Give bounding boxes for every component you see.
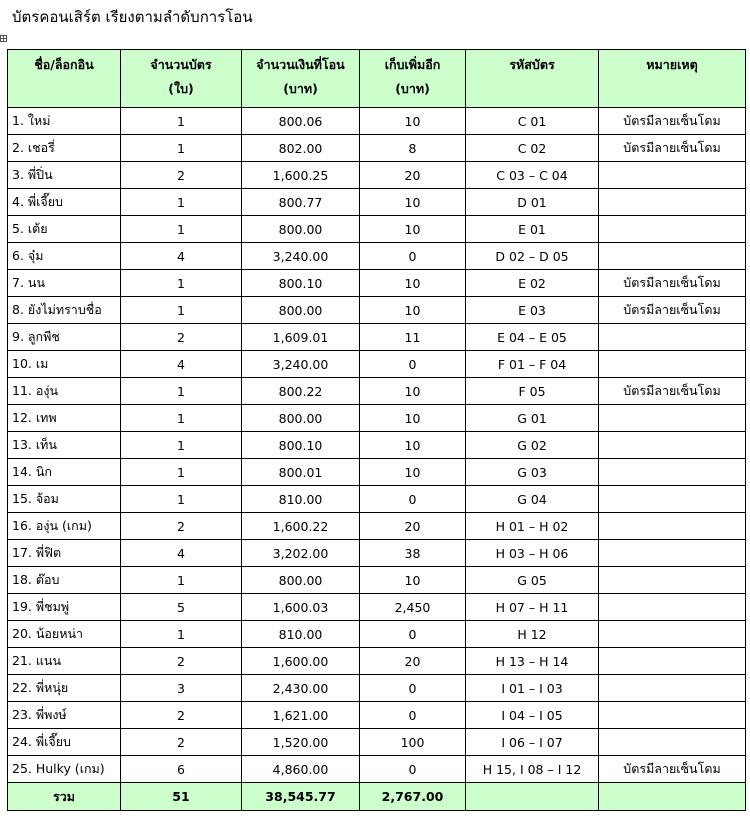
cell-extra: 10 [360,378,466,405]
cell-tickets: 2 [121,162,242,189]
table-row [8,621,746,648]
total-tickets: 51 [121,783,242,811]
cell-amount: 800.01 [242,459,360,486]
table-row [8,108,746,135]
cell-name: 7. นน [8,270,121,297]
cell-code: E 01 [466,216,599,243]
cell-tickets: 2 [121,702,242,729]
table-row [8,216,746,243]
cell-code: G 05 [466,567,599,594]
cell-extra: 20 [360,513,466,540]
cell-name: 1. ใหม่ [8,108,121,135]
cell-tickets: 5 [121,594,242,621]
cell-note [599,540,746,567]
cell-code: C 03 – C 04 [466,162,599,189]
cell-amount: 800.00 [242,297,360,324]
cell-tickets: 4 [121,540,242,567]
table-row [8,324,746,351]
table-row [8,270,746,297]
cell-note [599,702,746,729]
cell-amount: 4,860.00 [242,756,360,783]
total-row [8,783,746,811]
cell-tickets: 1 [121,405,242,432]
table-row [8,648,746,675]
cell-name: 15. จ้อม [8,486,121,513]
header-tickets: จำนวนบัตร (ใบ) [121,50,242,108]
table-row [8,459,746,486]
cell-extra: 10 [360,459,466,486]
cell-name: 17. พี่ฟิต [8,540,121,567]
cell-amount: 3,240.00 [242,243,360,270]
cell-extra: 2,450 [360,594,466,621]
cell-amount: 3,202.00 [242,540,360,567]
cell-code: H 15, I 08 – I 12 [466,756,599,783]
table-row [8,135,746,162]
header-amount: จำนวนเงินที่โอน (บาท) [242,50,360,108]
cell-name: 8. ยังไม่ทราบชื่อ [8,297,121,324]
cell-tickets: 1 [121,270,242,297]
cell-note [599,675,746,702]
cell-extra: 0 [360,351,466,378]
cell-amount: 1,520.00 [242,729,360,756]
cell-code: H 07 – H 11 [466,594,599,621]
cell-amount: 3,240.00 [242,351,360,378]
cell-name: 18. ต๊อบ [8,567,121,594]
cell-code: I 06 – I 07 [466,729,599,756]
cell-code: H 01 – H 02 [466,513,599,540]
cell-amount: 810.00 [242,621,360,648]
table-row [8,243,746,270]
cell-tickets: 1 [121,135,242,162]
cell-name: 21. แนน [8,648,121,675]
cell-tickets: 4 [121,351,242,378]
cell-amount: 800.10 [242,270,360,297]
cell-extra: 10 [360,567,466,594]
cell-code: E 02 [466,270,599,297]
cell-name: 19. พี่ชมพู่ [8,594,121,621]
cell-note [599,243,746,270]
cell-extra: 0 [360,621,466,648]
cell-tickets: 1 [121,108,242,135]
table-row [8,432,746,459]
cell-extra: 10 [360,189,466,216]
cell-name: 10. เม [8,351,121,378]
cell-extra: 10 [360,432,466,459]
table-row [8,702,746,729]
cell-code: G 02 [466,432,599,459]
cell-note [599,729,746,756]
cell-tickets: 2 [121,324,242,351]
cell-amount: 800.22 [242,378,360,405]
table-row [8,486,746,513]
cell-note [599,216,746,243]
total-label: รวม [8,783,121,811]
cell-code: E 04 – E 05 [466,324,599,351]
cell-code: H 13 – H 14 [466,648,599,675]
cell-extra: 10 [360,405,466,432]
table-row [8,297,746,324]
cell-name: 9. ลูกพีช [8,324,121,351]
cell-name: 25. Hulky (เกม) [8,756,121,783]
cell-tickets: 1 [121,189,242,216]
page-title: บัตรคอนเสิร์ต เรียงตามลำดับการโอน [12,8,253,26]
cell-tickets: 1 [121,378,242,405]
cell-amount: 800.10 [242,432,360,459]
cell-note [599,405,746,432]
table-row [8,756,746,783]
cell-name: 12. เทพ [8,405,121,432]
cell-note [599,432,746,459]
cell-tickets: 6 [121,756,242,783]
cell-extra: 11 [360,324,466,351]
table-row [8,729,746,756]
cell-note [599,459,746,486]
total-amount: 38,545.77 [242,783,360,811]
cell-amount: 1,600.00 [242,648,360,675]
cell-extra: 8 [360,135,466,162]
cell-tickets: 2 [121,729,242,756]
table-row [8,567,746,594]
cell-tickets: 2 [121,513,242,540]
cell-amount: 1,600.03 [242,594,360,621]
header-extra: เก็บเพิ่มอีก (บาท) [360,50,466,108]
cell-note [599,648,746,675]
cell-extra: 10 [360,270,466,297]
table-row [8,378,746,405]
cell-amount: 1,609.01 [242,324,360,351]
cell-extra: 100 [360,729,466,756]
cell-code: G 01 [466,405,599,432]
cell-code: C 02 [466,135,599,162]
cell-tickets: 1 [121,297,242,324]
cell-tickets: 1 [121,621,242,648]
cell-amount: 800.00 [242,216,360,243]
cell-note [599,567,746,594]
table-row [8,351,746,378]
cell-code: I 01 – I 03 [466,675,599,702]
cell-note [599,513,746,540]
cell-code: H 12 [466,621,599,648]
cell-note: บัตรมีลายเซ็นโดม [599,270,746,297]
cell-name: 6. จุ๋ม [8,243,121,270]
cell-extra: 10 [360,216,466,243]
cell-note: บัตรมีลายเซ็นโดม [599,108,746,135]
cell-extra: 0 [360,756,466,783]
cell-name: 2. เชอรี่ [8,135,121,162]
cell-note [599,351,746,378]
cell-name: 4. พี่เจี๊ยบ [8,189,121,216]
cell-amount: 1,621.00 [242,702,360,729]
cell-amount: 802.00 [242,135,360,162]
cell-code: D 02 – D 05 [466,243,599,270]
cell-extra: 38 [360,540,466,567]
cell-name: 5. เต้ย [8,216,121,243]
table-body [8,108,746,783]
cell-tickets: 1 [121,432,242,459]
table-row [8,675,746,702]
cell-code: F 05 [466,378,599,405]
cell-note [599,162,746,189]
cell-amount: 800.06 [242,108,360,135]
cell-name: 14. นิก [8,459,121,486]
cell-code: H 03 – H 06 [466,540,599,567]
cell-code: G 04 [466,486,599,513]
cell-code: E 03 [466,297,599,324]
cell-extra: 20 [360,648,466,675]
cell-tickets: 1 [121,459,242,486]
cell-amount: 800.77 [242,189,360,216]
table-row [8,540,746,567]
cell-code: F 01 – F 04 [466,351,599,378]
cell-name: 13. เท็น [8,432,121,459]
cell-amount: 2,430.00 [242,675,360,702]
total-note [599,783,746,811]
total-code [466,783,599,811]
cell-code: C 01 [466,108,599,135]
header-note: หมายเหตุ [599,50,746,108]
cell-note [599,621,746,648]
cell-extra: 0 [360,702,466,729]
table-header-row [8,50,746,108]
cell-amount: 800.00 [242,567,360,594]
cell-name: 23. พี่พงษ์ [8,702,121,729]
cell-code: G 03 [466,459,599,486]
cell-code: D 01 [466,189,599,216]
cell-amount: 1,600.25 [242,162,360,189]
cell-extra: 10 [360,297,466,324]
cell-note: บัตรมีลายเซ็นโดม [599,756,746,783]
ticket-table [7,49,746,811]
cell-tickets: 3 [121,675,242,702]
cell-extra: 20 [360,162,466,189]
cell-name: 22. พี่หนุ่ย [8,675,121,702]
table-row [8,189,746,216]
cell-amount: 800.00 [242,405,360,432]
cell-amount: 810.00 [242,486,360,513]
cell-note: บัตรมีลายเซ็นโดม [599,378,746,405]
cell-tickets: 1 [121,486,242,513]
cell-tickets: 4 [121,243,242,270]
cell-name: 3. พี่ปิ่น [8,162,121,189]
total-extra: 2,767.00 [360,783,466,811]
cell-note [599,324,746,351]
cell-note [599,486,746,513]
cell-code: I 04 – I 05 [466,702,599,729]
header-code: รหัสบัตร [466,50,599,108]
cell-note [599,189,746,216]
cell-amount: 1,600.22 [242,513,360,540]
table-row [8,405,746,432]
cell-name: 16. องุ่น (เกม) [8,513,121,540]
cell-note: บัตรมีลายเซ็นโดม [599,297,746,324]
header-name: ชื่อ/ล็อกอิน [8,50,121,108]
cell-extra: 0 [360,486,466,513]
cell-note [599,594,746,621]
cell-extra: 10 [360,108,466,135]
cell-extra: 0 [360,675,466,702]
table-row [8,162,746,189]
cell-note: บัตรมีลายเซ็นโดม [599,135,746,162]
cell-tickets: 1 [121,216,242,243]
cell-tickets: 2 [121,648,242,675]
cell-name: 24. พี่เจี๊ยบ [8,729,121,756]
cell-name: 20. น้อยหน่า [8,621,121,648]
cell-tickets: 1 [121,567,242,594]
cell-name: 11. องุ่น [8,378,121,405]
table-row [8,594,746,621]
cell-extra: 0 [360,243,466,270]
table-move-handle-icon[interactable] [0,35,7,42]
table-row [8,513,746,540]
